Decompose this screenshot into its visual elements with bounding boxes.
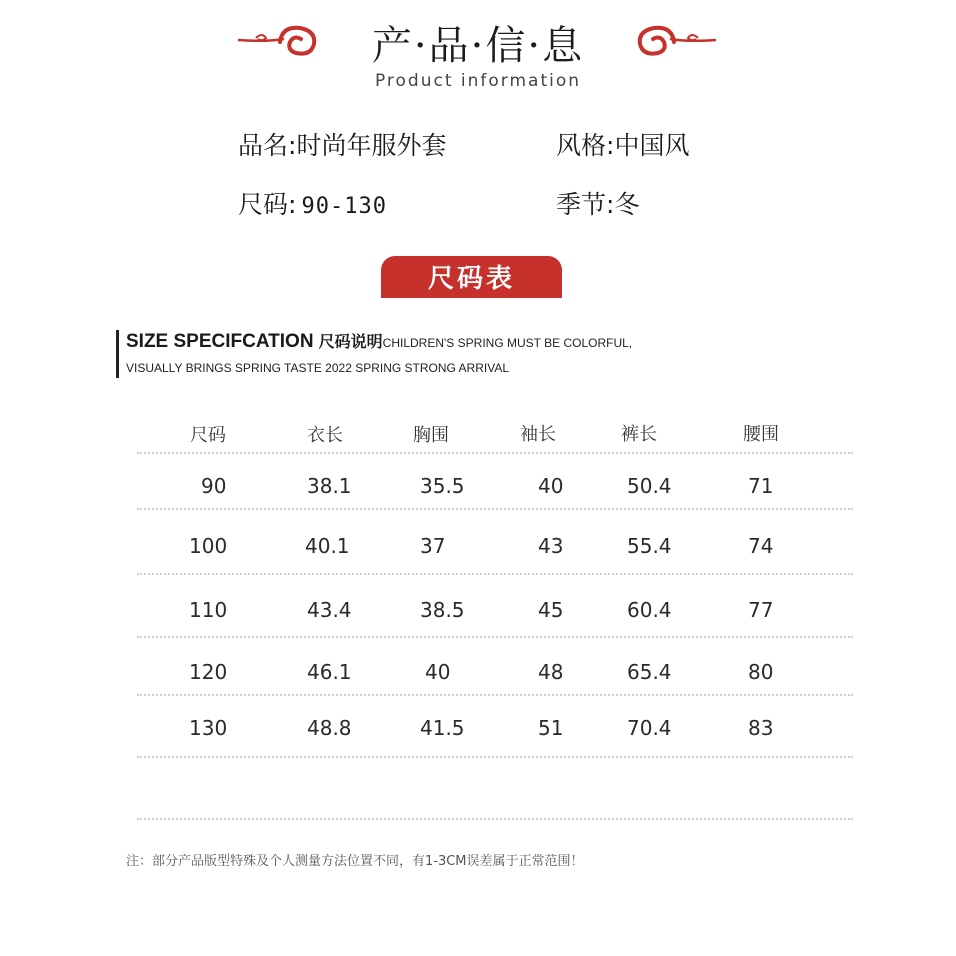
section-desc-line2: VISUALLY BRINGS SPRING TASTE 2022 SPRING STRONG ARRIVAL <box>126 361 510 375</box>
table-cell: 90 <box>201 474 227 498</box>
table-cell: 83 <box>748 716 774 740</box>
page-subtitle: Product information <box>374 71 582 91</box>
section-desc-line1: CHILDREN'S SPRING MUST BE COLORFUL, <box>382 336 633 350</box>
table-cell: 37 <box>420 534 446 558</box>
table-cell: 130 <box>189 716 228 740</box>
info-style <box>556 126 689 162</box>
table-header-cell: 尺码 <box>190 425 226 446</box>
table-header-cell: 衣长 <box>307 425 343 446</box>
measurement-note: 注：部分产品版型特殊及个人测量方法位置不同，有1-3CM误差属于正常范围！ <box>126 854 584 869</box>
table-cell: 70.4 <box>627 716 672 740</box>
table-cell: 71 <box>748 474 774 498</box>
table-cell: 38.1 <box>307 474 352 498</box>
table-divider <box>137 636 853 638</box>
table-cell: 46.1 <box>307 660 352 684</box>
table-divider <box>137 694 853 696</box>
table-cell: 100 <box>189 534 228 558</box>
table-cell: 40 <box>425 660 451 684</box>
table-cell: 48 <box>538 660 564 684</box>
info-size-value: 90-130 <box>301 194 388 219</box>
table-divider <box>137 452 853 454</box>
table-cell: 41.5 <box>420 716 465 740</box>
page-title: 产·品·信·息 <box>371 23 585 69</box>
table-cell: 40 <box>538 474 564 498</box>
info-season-label: 季节: <box>556 190 615 219</box>
table-cell: 38.5 <box>420 598 465 622</box>
info-season <box>556 185 639 221</box>
table-cell: 74 <box>748 534 774 558</box>
table-cell: 35.5 <box>420 474 465 498</box>
info-size <box>238 185 387 221</box>
section-title: SIZE SPECIFCATION <box>126 331 314 352</box>
info-name-value: 时尚年服外套 <box>296 131 447 160</box>
table-header-cell: 裤长 <box>621 424 657 445</box>
info-size-label: 尺码: <box>238 190 297 219</box>
table-cell: 43 <box>538 534 564 558</box>
table-divider <box>137 508 853 510</box>
table-cell: 65.4 <box>627 660 672 684</box>
table-divider <box>137 818 853 820</box>
table-cell: 43.4 <box>307 598 352 622</box>
table-cell: 51 <box>538 716 564 740</box>
table-header-cell: 袖长 <box>520 424 556 445</box>
info-name-label: 品名: <box>238 131 297 160</box>
table-cell: 110 <box>189 598 228 622</box>
table-cell: 120 <box>189 660 228 684</box>
table-cell: 80 <box>748 660 774 684</box>
section-heading <box>126 329 632 353</box>
table-cell: 55.4 <box>627 534 672 558</box>
section-bar <box>116 330 119 378</box>
table-cell: 60.4 <box>627 598 672 622</box>
table-cell: 48.8 <box>307 716 352 740</box>
table-cell: 50.4 <box>627 474 672 498</box>
table-cell: 40.1 <box>305 534 350 558</box>
info-name <box>238 126 446 162</box>
table-cell: 77 <box>748 598 774 622</box>
table-header-cell: 胸围 <box>413 425 449 446</box>
section-title-cn: 尺码说明 <box>318 332 383 351</box>
table-divider <box>137 573 853 575</box>
info-style-label: 风格: <box>556 131 615 160</box>
info-season-value: 冬 <box>614 190 640 219</box>
info-style-value: 中国风 <box>614 131 690 160</box>
table-header-cell: 腰围 <box>743 424 779 445</box>
table-cell: 45 <box>538 598 564 622</box>
size-chart-badge: 尺码表 <box>381 256 562 298</box>
table-divider <box>137 756 853 758</box>
